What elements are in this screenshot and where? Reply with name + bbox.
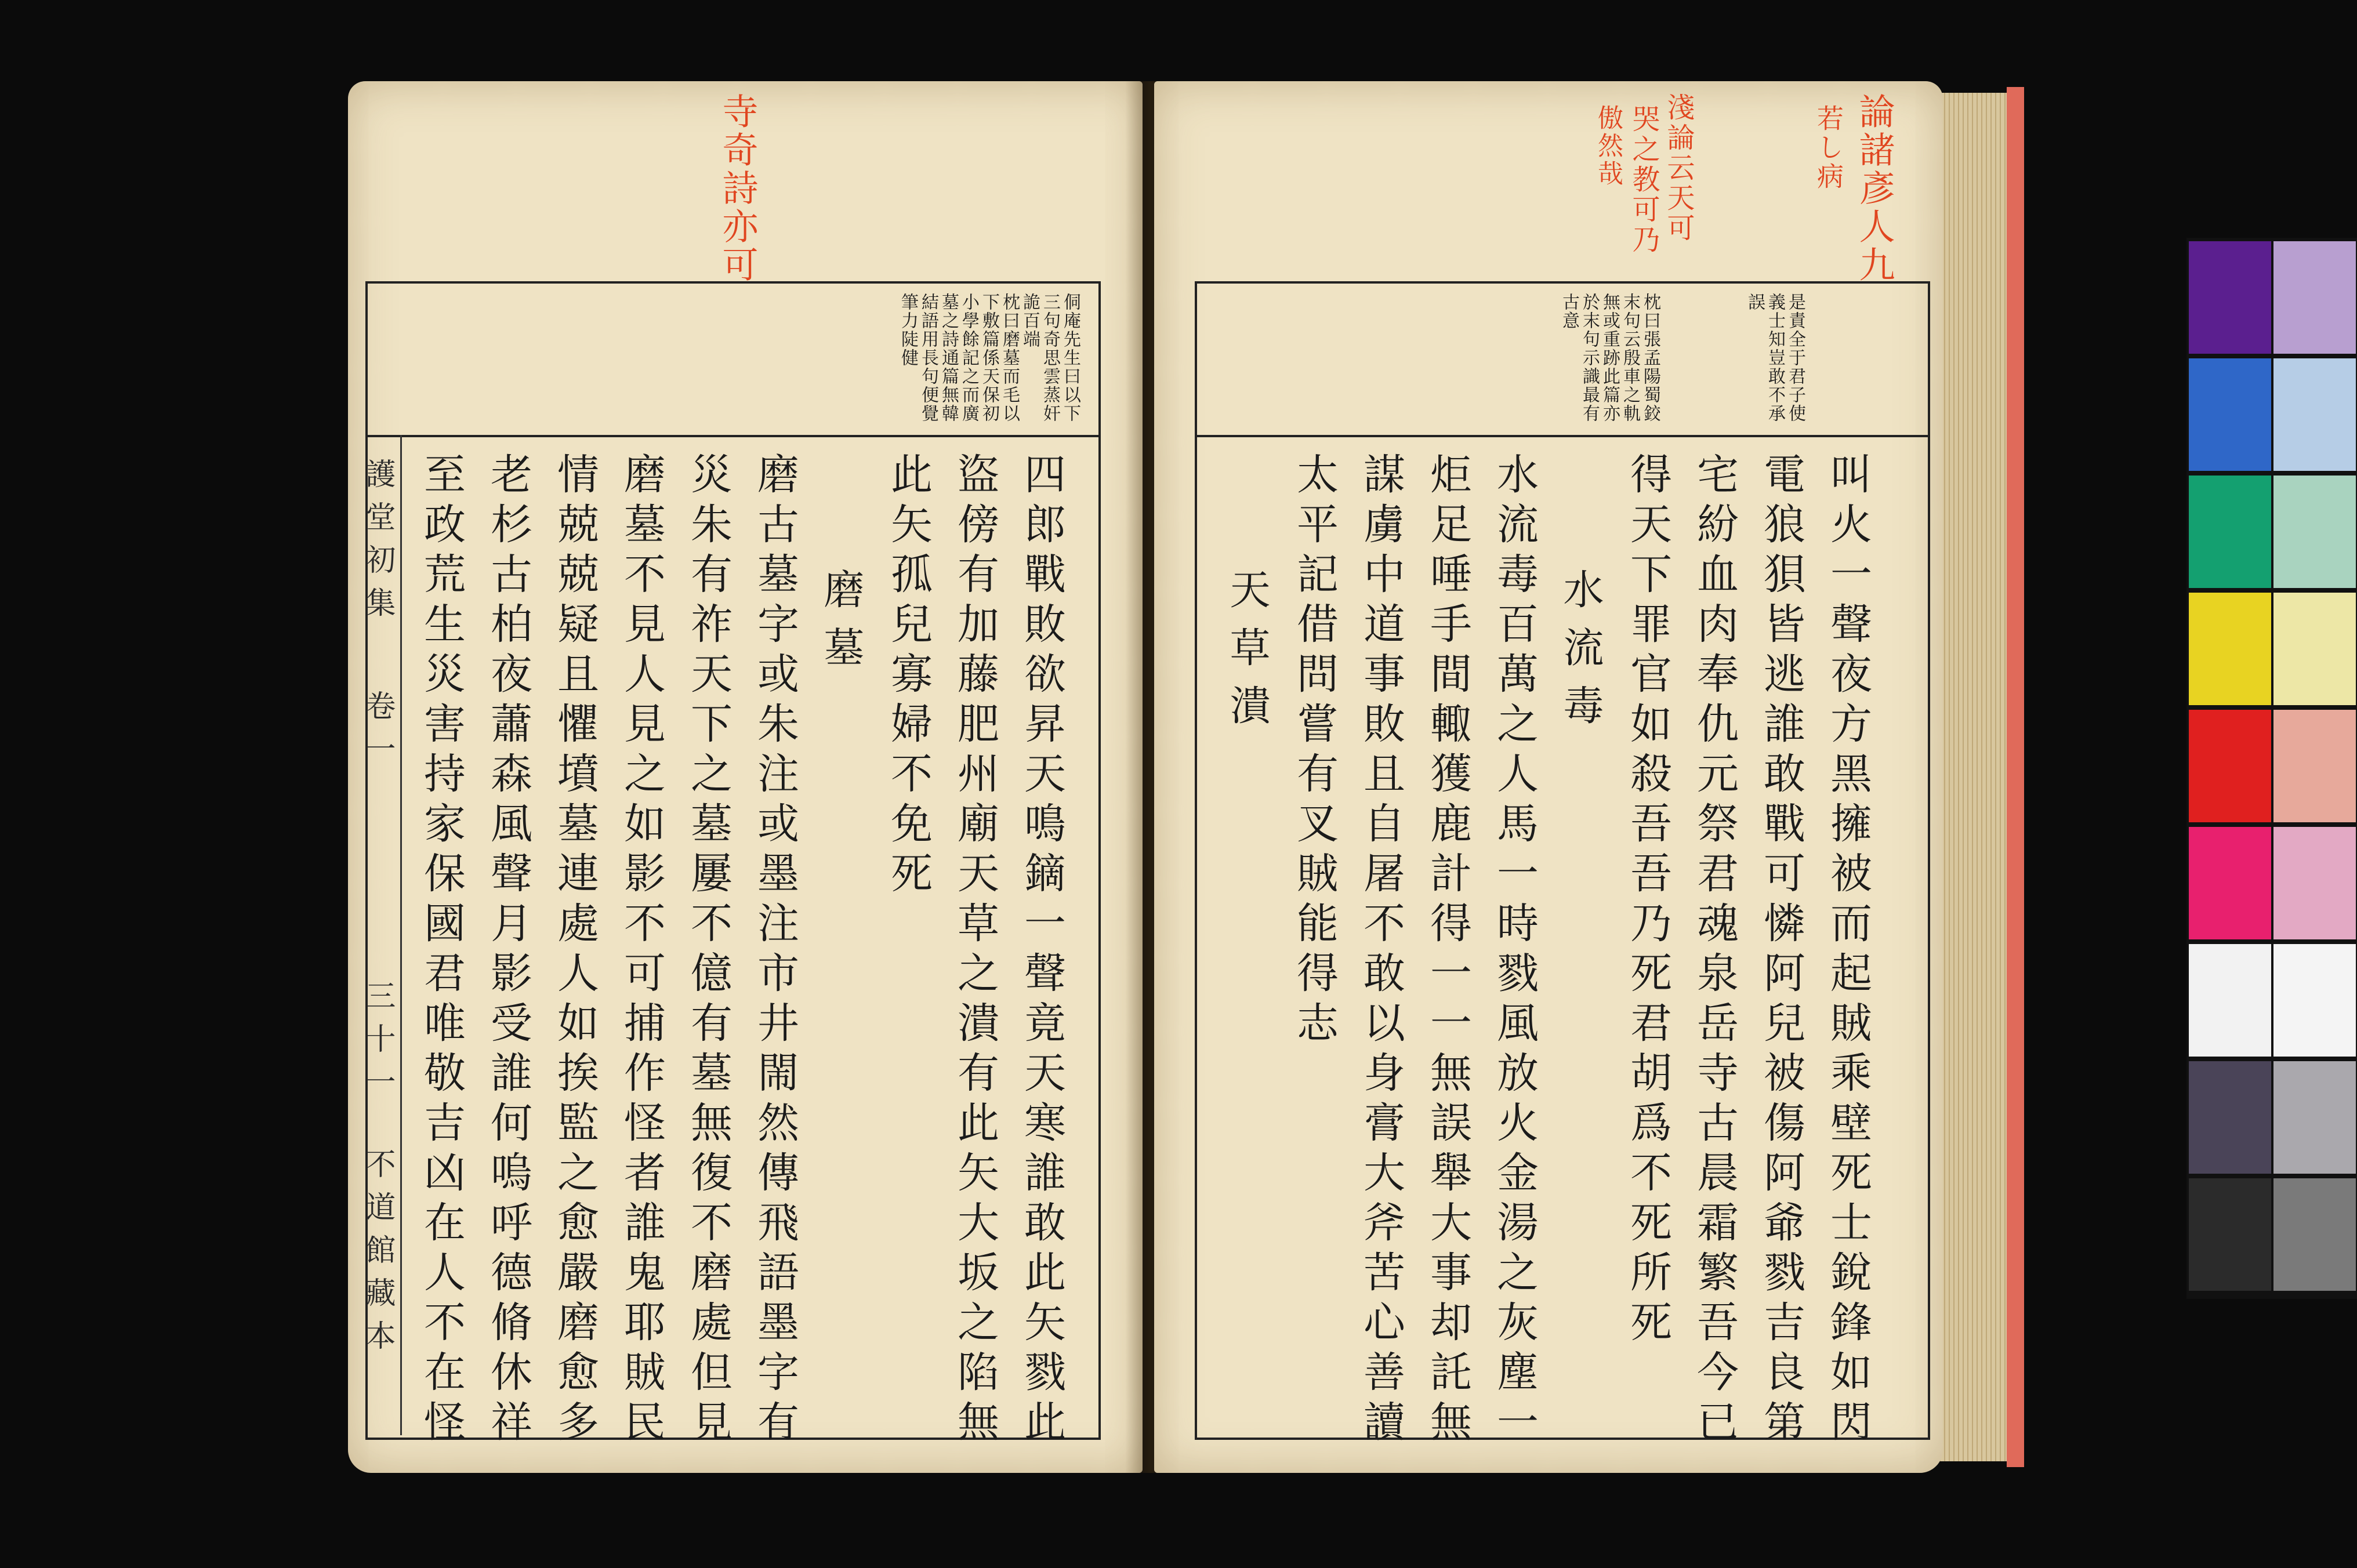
- right-note-7: 古意: [1559, 293, 1579, 330]
- left-section-title: 磨墓: [817, 568, 865, 684]
- right-col-6: 炬足唾手間輙獲鹿計得一一無誤舉大事却託無: [1423, 452, 1472, 1450]
- left-note-4: 下敷篇係天保初: [979, 293, 999, 423]
- left-col-4: 磨古墓字或朱注或墨注市井閙然傳飛語墨字有: [750, 452, 799, 1450]
- right-col-8: 太平記借問嘗有叉賊能得志: [1290, 452, 1339, 1051]
- right-next-title: 天草潰: [1223, 568, 1271, 742]
- color-swatch: [2189, 710, 2271, 822]
- color-swatch: [2273, 241, 2356, 354]
- left-note-0: 侗庵先生曰以下: [1060, 293, 1080, 423]
- color-swatch: [2273, 1178, 2356, 1291]
- left-margin-vol: 卷一: [360, 690, 395, 776]
- right-red-annotation-0: 論諸彥人九: [1853, 93, 1895, 284]
- color-swatch: [2189, 358, 2271, 471]
- right-col-2: 宅紛血肉奉仇元祭君魂泉岳寺古晨霜繁吾今已: [1690, 452, 1739, 1450]
- right-note-4: 末句云殷車之軌: [1620, 293, 1640, 423]
- right-note-5: 無或重跡此篇亦: [1600, 293, 1620, 423]
- right-page: [1154, 81, 1943, 1473]
- right-red-annotation-3: 哭之教可乃: [1627, 104, 1660, 255]
- left-note-7: 結語用長句便覺: [918, 293, 938, 423]
- color-swatch: [2273, 1061, 2356, 1174]
- right-col-5: 水流毒百萬之人馬一時戮風放火金湯之灰塵一: [1490, 452, 1539, 1450]
- right-col-0: 叫火一聲夜方黑擁被而起賊乘壁死士銳鋒如閃: [1823, 452, 1872, 1450]
- left-note-3: 枕曰磨墓而毛以: [999, 293, 1020, 423]
- left-col-0: 四郎戰敗欲昇天鳴鏑一聲竟天寒誰敢此矢戮此: [1017, 452, 1066, 1450]
- right-col-3: 得天下罪官如殺吾吾乃死君胡爲不死所死: [1623, 452, 1672, 1350]
- left-col-1: 盜傍有加藤肥州廟天草之潰有此矢大坂之陷無: [951, 452, 999, 1450]
- color-swatch: [2189, 1178, 2271, 1291]
- left-note-1: 三句奇思雲蒸奸: [1040, 293, 1060, 423]
- right-red-annotation-2: 淺論云天可: [1662, 93, 1695, 244]
- left-col-2: 此矢孤兒寡婦不免死: [884, 452, 933, 901]
- left-col-8: 老杉古柏夜蕭森風聲月影受誰何嗚呼德脩休祥: [484, 452, 532, 1450]
- left-margin-page: 三十一: [360, 980, 395, 1109]
- color-swatch: [2189, 944, 2271, 1057]
- right-note-2: 誤: [1745, 293, 1765, 311]
- left-margin-rule: [400, 435, 402, 1435]
- right-red-annotation-4: 傲然哉: [1593, 104, 1623, 188]
- right-section-title: 水流毒: [1557, 568, 1604, 742]
- right-note-1: 義士知豈敢不承: [1765, 293, 1785, 423]
- right-note-3: 枕曰張孟陽蜀鉸: [1640, 293, 1660, 423]
- left-col-6: 磨墓不見人見之如影不可捕作怪者誰鬼耶賊民: [617, 452, 666, 1450]
- color-swatch: [2273, 944, 2356, 1057]
- left-note-5: 小學餘記之而廣: [959, 293, 979, 423]
- color-swatch: [2273, 476, 2356, 588]
- right-col-7: 謀虜中道事敗且自屠不敢以身膏大斧苦心善讀: [1357, 452, 1405, 1450]
- page-edges: [1931, 93, 2018, 1461]
- left-col-9: 至政荒生災害持家保國君唯敬吉凶在人不在怪: [417, 452, 466, 1450]
- color-swatch: [2273, 710, 2356, 822]
- left-page: [348, 81, 1143, 1473]
- right-note-0: 是責全于君子使: [1785, 293, 1805, 423]
- right-red-annotation-1: 若し病: [1813, 104, 1844, 191]
- right-note-6: 於末句示識最有: [1579, 293, 1600, 423]
- color-swatch: [2189, 241, 2271, 354]
- color-swatch: [2189, 593, 2271, 705]
- red-edge: [2007, 87, 2024, 1467]
- left-margin-library: 不道館藏本: [360, 1148, 395, 1363]
- color-swatch: [2273, 593, 2356, 705]
- right-rule: [1195, 435, 1928, 437]
- color-swatch: [2189, 827, 2271, 939]
- left-rule: [365, 435, 1098, 437]
- right-col-1: 電狼狽皆逃誰敢戰可憐阿兒被傷阿爺戮吉良第: [1757, 452, 1805, 1450]
- color-swatch: [2189, 1061, 2271, 1174]
- color-swatch: [2189, 476, 2271, 588]
- color-swatch: [2273, 358, 2356, 471]
- left-margin-title: 護堂初集: [360, 458, 395, 630]
- left-note-2: 詭百端: [1020, 293, 1040, 349]
- color-swatch: [2273, 827, 2356, 939]
- left-note-6: 墓之詩通篇無韓: [938, 293, 959, 423]
- color-calibration-card: [2186, 238, 2357, 1299]
- left-red-annotation: 寺奇詩亦可: [716, 93, 759, 284]
- left-col-7: 情兢兢疑且懼墳墓連處人如挨監之愈嚴磨愈多: [550, 452, 599, 1450]
- left-col-5: 災朱有祚天下之墓屢不億有墓無復不磨處但見: [684, 452, 733, 1450]
- open-book: [348, 70, 2007, 1484]
- left-note-8: 筆力陡健: [898, 293, 918, 367]
